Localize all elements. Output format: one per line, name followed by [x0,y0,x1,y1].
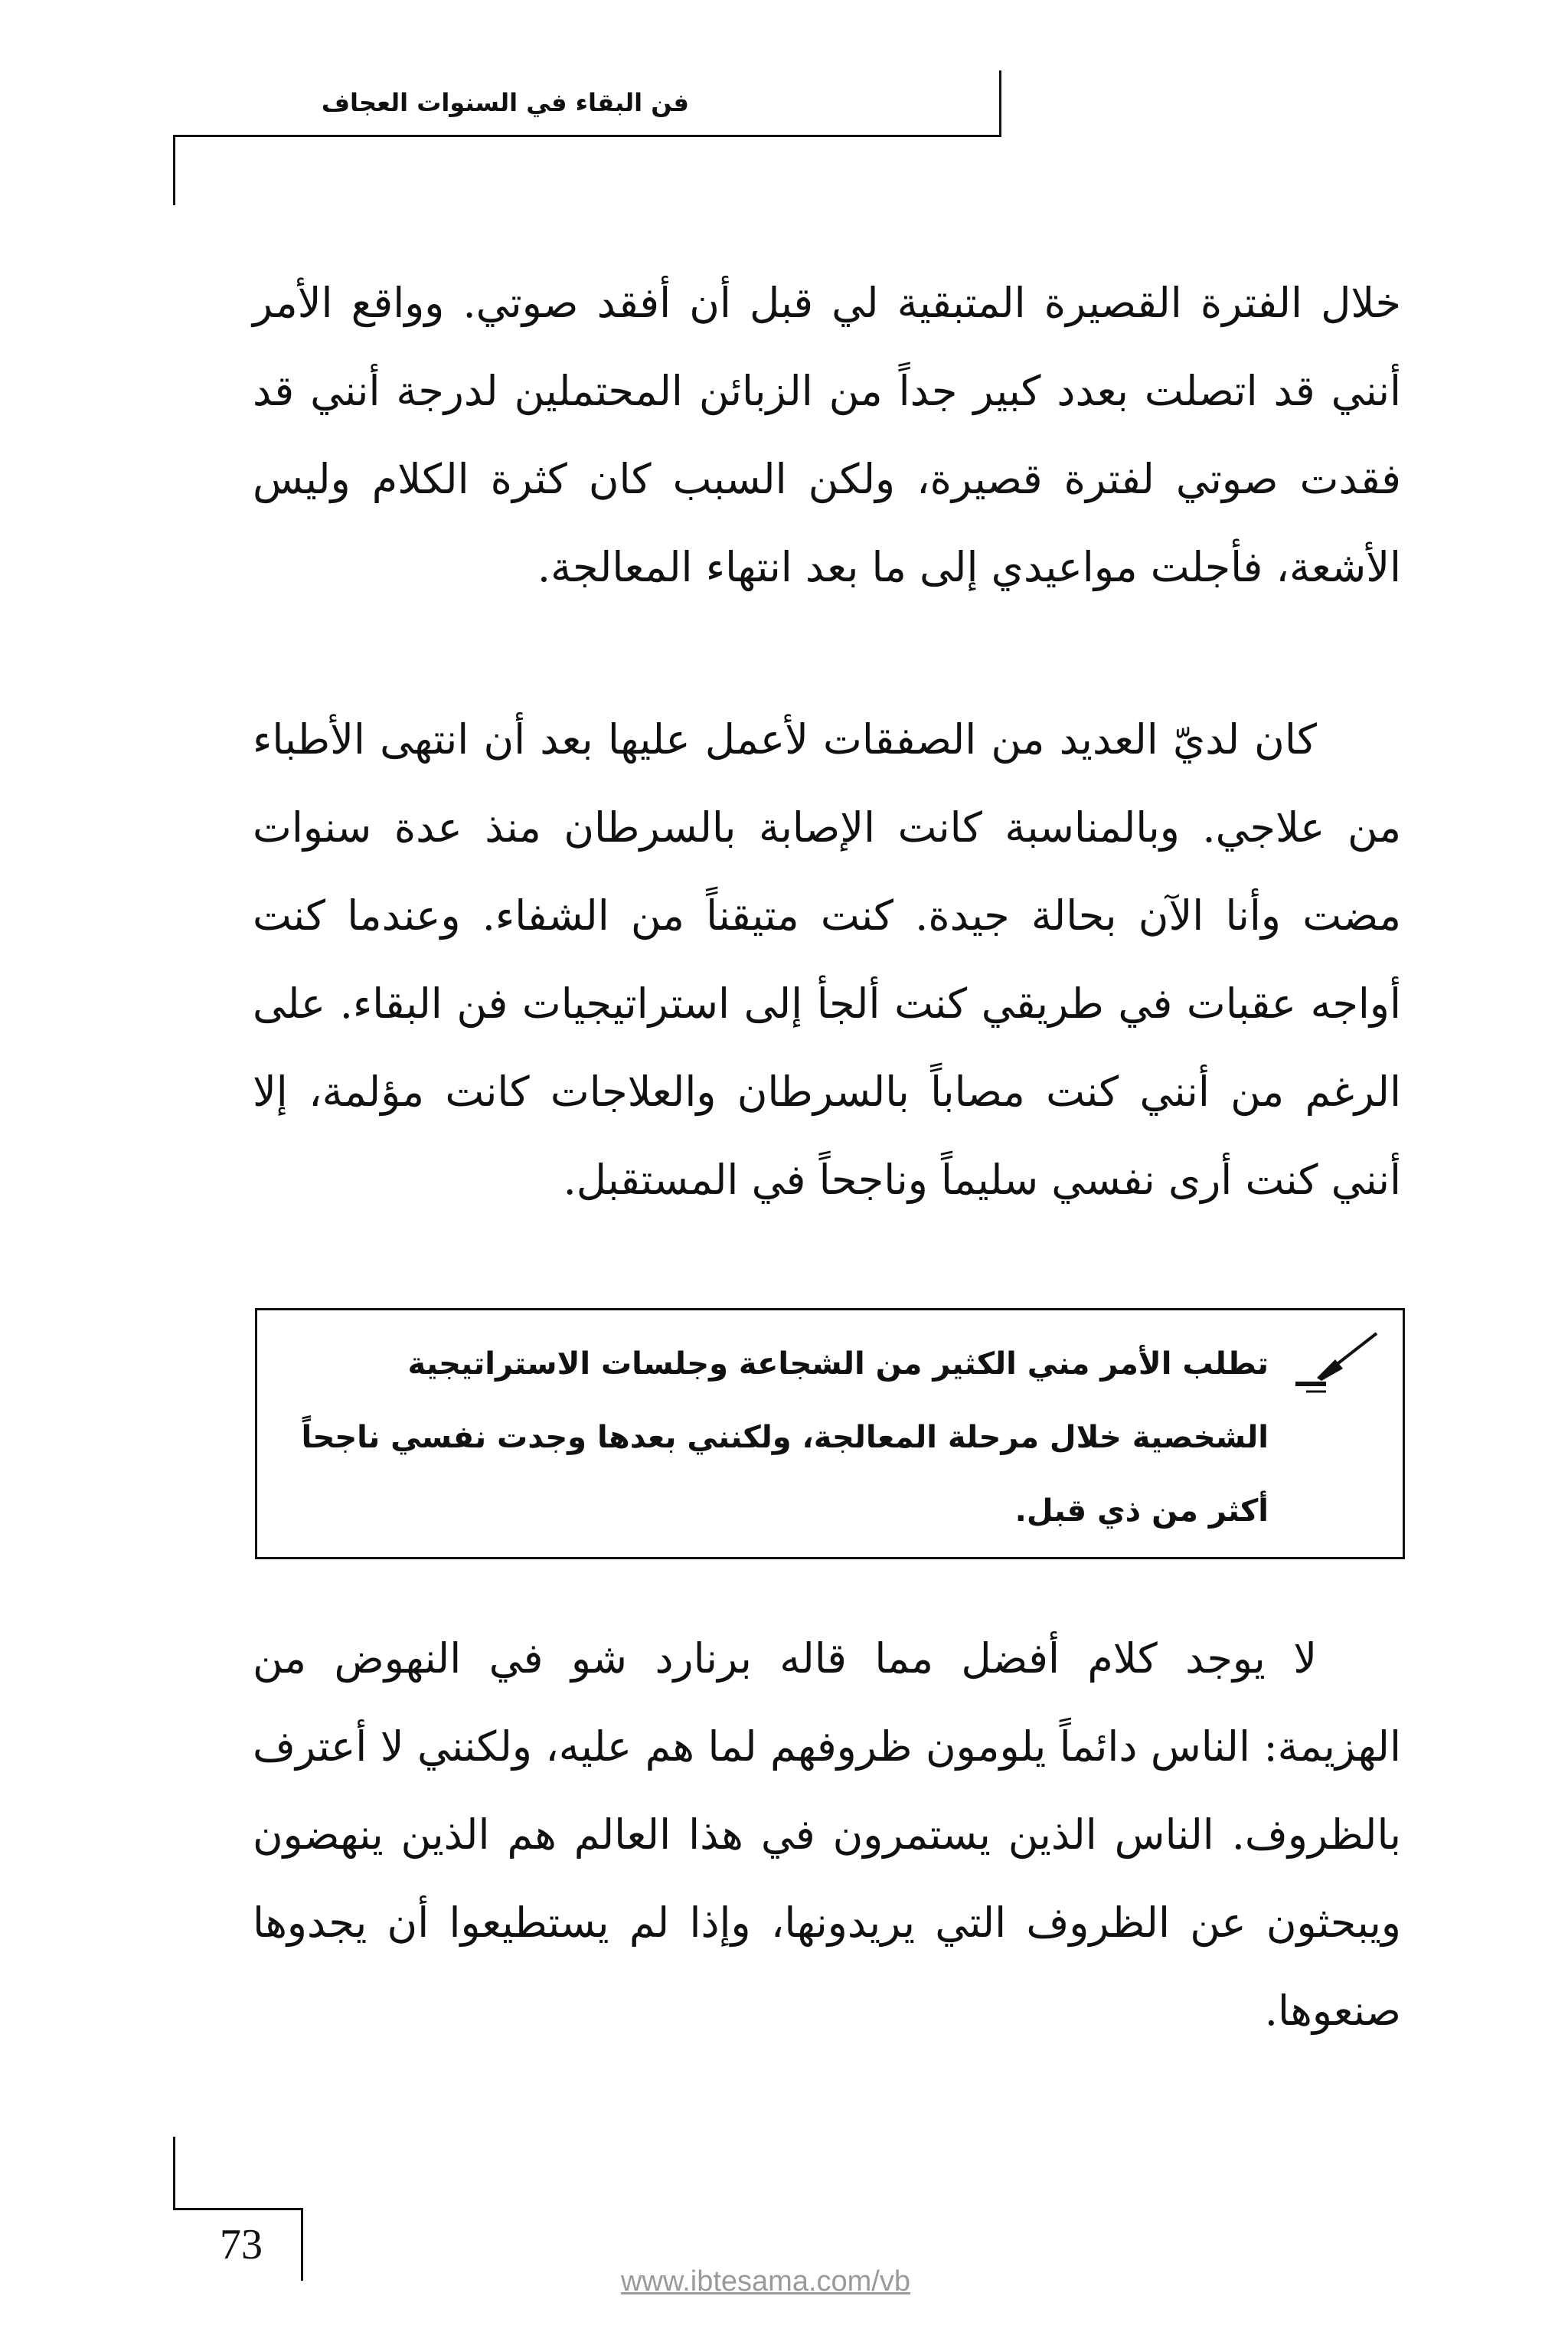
running-header-title: فن البقاء في السنوات العجاف [321,88,689,117]
footer-rule [173,2208,303,2210]
callout-text: تطلب الأمر مني الكثير من الشجاعة وجلسات الاستراتيجية الشخصية خلال مرحلة المعالجة، ولكنني بعدها وجدت نفسي ناجحاً أكثر من ذي قبل. [301,1346,1269,1529]
header-rule-right-tick [999,70,1001,137]
header-rule-left-tick [173,135,175,205]
pen-icon [1291,1329,1383,1398]
footer-rule-right-tick [301,2208,303,2281]
body-paragraph-1: خلال الفترة القصيرة المتبقية لي قبل أن أفقد صوتي. وواقع الأمر أنني قد اتصلت بعدد كبير جداً من الزبائن المحتملين لدرجة أنني قد فقدت صوتي لفترة قصيرة، ولكن السبب كان كثرة الكلام وليس الأشعة، فأجلت مواعيدي إلى ما بعد انتهاء المعالجة. [253,279,1401,591]
footer-rule-left-tick [173,2137,175,2209]
callout-box [255,1308,1405,1559]
body-paragraph-2-text: كان لديّ العديد من الصفقات لأعمل عليها بعد أن انتهى الأطباء من علاجي. وبالمناسبة كانت الإصابة بالسرطان منذ عدة سنوات مضت وأنا الآن بحالة جيدة. كنت متيقناً من الشفاء. وعندما كنت أواجه عقبات في طريقي كنت ألجأ إلى استراتيجيات فن البقاء. على الرغم من أنني كنت مصاباً بالسرطان والعلاجات كانت مؤلمة، إلا أنني كنت أرى نفسي سليماً وناجحاً في المستقبل. [253,715,1401,1204]
body-paragraph-3-text: لا يوجد كلام أفضل مما قاله برنارد شو في النهوض من الهزيمة: الناس دائماً يلومون ظروفهم لما هم عليه، ولكنني لا أعترف بالظروف. الناس الذين يستمرون في هذا العالم هم الذين ينهضون ويبحثون عن الظروف التي يريدونها، وإذا لم يستطيعوا أن يجدوها صنعوها. [253,1634,1401,2035]
watermark-link[interactable]: www.ibtesama.com/vb [620,2265,910,2298]
body-paragraph-3 [253,1614,1401,2055]
body-paragraph-2 [253,695,1401,1224]
page-number: 73 [220,2221,263,2268]
header-rule [173,135,1001,137]
